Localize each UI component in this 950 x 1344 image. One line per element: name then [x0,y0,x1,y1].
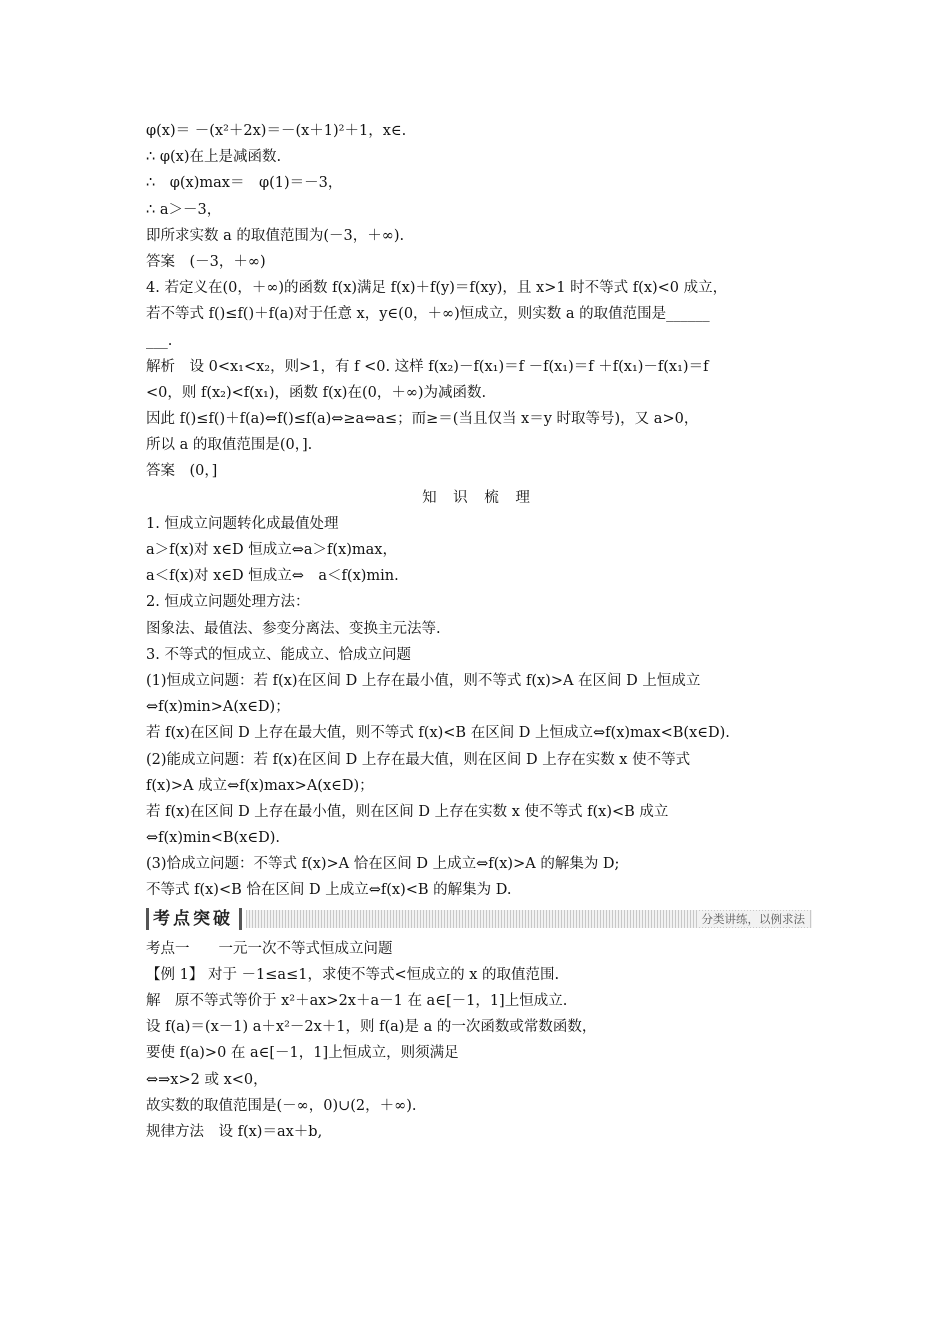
text-line: ∴ φ(x)在上是减函数. [146,149,282,166]
text-line: (2)能成立问题：若 f(x)在区间 D 上存在最大值，则在区间 D 上存在实数 x 使不等式 [146,751,691,768]
banner-stripe [246,910,812,928]
analysis-line: 所以 a 的取值范围是(0，]. [146,437,313,454]
text-line: 即所求实数 a 的取值范围为(－3，＋∞). [146,227,405,244]
text-line: ∴ φ(x)max＝ φ(1)＝－3， [146,175,343,192]
text-line: f(x)>A 成立⇔f(x)max>A(x∈D)； [146,777,374,794]
text-line: 1. 恒成立问题转化成最值处理 [146,515,339,532]
solution-continuation [146,118,812,485]
problem-4-line: 若不等式 f()≤f()＋f(a)对于任意 x，y∈(0，＋∞)恒成立，则实数 a 的取值范围是______ [146,306,710,323]
analysis-line: 因此 f()≤f()＋f(a)⇔f()≤f(a)⇔≥a⇔a≤；而≥＝(当且仅当 x＝y 时取等号)，又 a>0， [146,411,699,428]
answer-line: 答案 (0，] [146,463,218,480]
text-line: ∴ a＞－3， [146,201,222,218]
text-line: (3)恰成立问题：不等式 f(x)>A 恰在区间 D 上成立⇔f(x)>A 的解集为 D; [146,856,620,873]
document-body [146,118,812,1145]
section-banner [146,906,812,932]
solution-line: ⇔⇒x>2 或 x<0， [146,1071,268,1088]
solution-line: 故实数的取值范围是(－∞，0)∪(2，＋∞). [146,1097,417,1114]
text-line: a＜f(x)对 x∈D 恒成立⇔ a＜f(x)min. [146,568,399,585]
problem-4-line: 4. 若定义在(0，＋∞)的函数 f(x)满足 f(x)＋f(y)＝f(xy)，且 x>1 时不等式 f(x)<0 成立， [146,280,728,297]
example-section [146,936,812,1146]
topic-heading: 考点一 一元一次不等式恒成立问题 [146,940,393,957]
answer-line: 答案 (－3，＋∞) [146,253,266,270]
text-line: 2. 恒成立问题处理方法： [146,594,310,611]
text-line: ⇔f(x)min>A(x∈D)； [146,699,290,716]
text-line: (1)恒成立问题：若 f(x)在区间 D 上存在最小值，则不等式 f(x)>A 在区间 D 上恒成立 [146,672,701,689]
knowledge-summary [146,511,812,904]
text-line: a＞f(x)对 x∈D 恒成立⇔a＞f(x)max， [146,542,397,558]
text-line: φ(x)＝ －(x²＋2x)＝－(x＋1)²＋1，x∈. [146,123,407,139]
text-line: 3. 不等式的恒成立、能成立、恰成立问题 [146,646,411,663]
text-line: 不等式 f(x)<B 恰在区间 D 上成立⇔f(x)<B 的解集为 D. [146,882,512,899]
text-line: ⇔f(x)min<B(x∈D). [146,830,280,847]
banner-title: 考点突破 [146,908,242,930]
text-line: 若 f(x)在区间 D 上存在最小值，则在区间 D 上存在实数 x 使不等式 f(x)<B 成立 [146,803,669,820]
solution-line: 要使 f(a)>0 在 a∈[－1，1]上恒成立，则须满足 [146,1045,459,1062]
solution-line: 解 原不等式等价于 x²＋ax>2x＋a－1 在 a∈[－1，1]上恒成立. [146,993,568,1009]
example-line: 【例 1】 对于 －1≤a≤1，求使不等式<恒成立的 x 的取值范围. [146,966,560,983]
text-line: 图象法、最值法、参变分离法、变换主元法等. [146,620,441,637]
text-line: 若 f(x)在区间 D 上存在最大值，则不等式 f(x)<B 在区间 D 上恒成立⇔f(x)max<B(x∈D). [146,725,730,742]
problem-4-line: ___. [146,332,173,349]
analysis-line: <0，则 f(x₂)<f(x₁)，函数 f(x)在(0，＋∞)为减函数. [146,384,487,401]
section-heading: 知 识 梳 理 [422,489,536,506]
solution-line: 设 f(a)＝(x－1) a＋x²－2x＋1，则 f(a)是 a 的一次函数或常数函数， [146,1019,597,1036]
banner-subtitle: 分类讲练，以例求法 [699,911,809,927]
method-line: 规律方法 设 f(x)＝ax＋b, [146,1123,323,1140]
analysis-line: 解析 设 0<x₁<x₂，则>1，有 f <0. 这样 f(x₂)－f(x₁)＝f －f(x₁)＝f ＋f(x₁)－f(x₁)＝f [146,358,709,375]
